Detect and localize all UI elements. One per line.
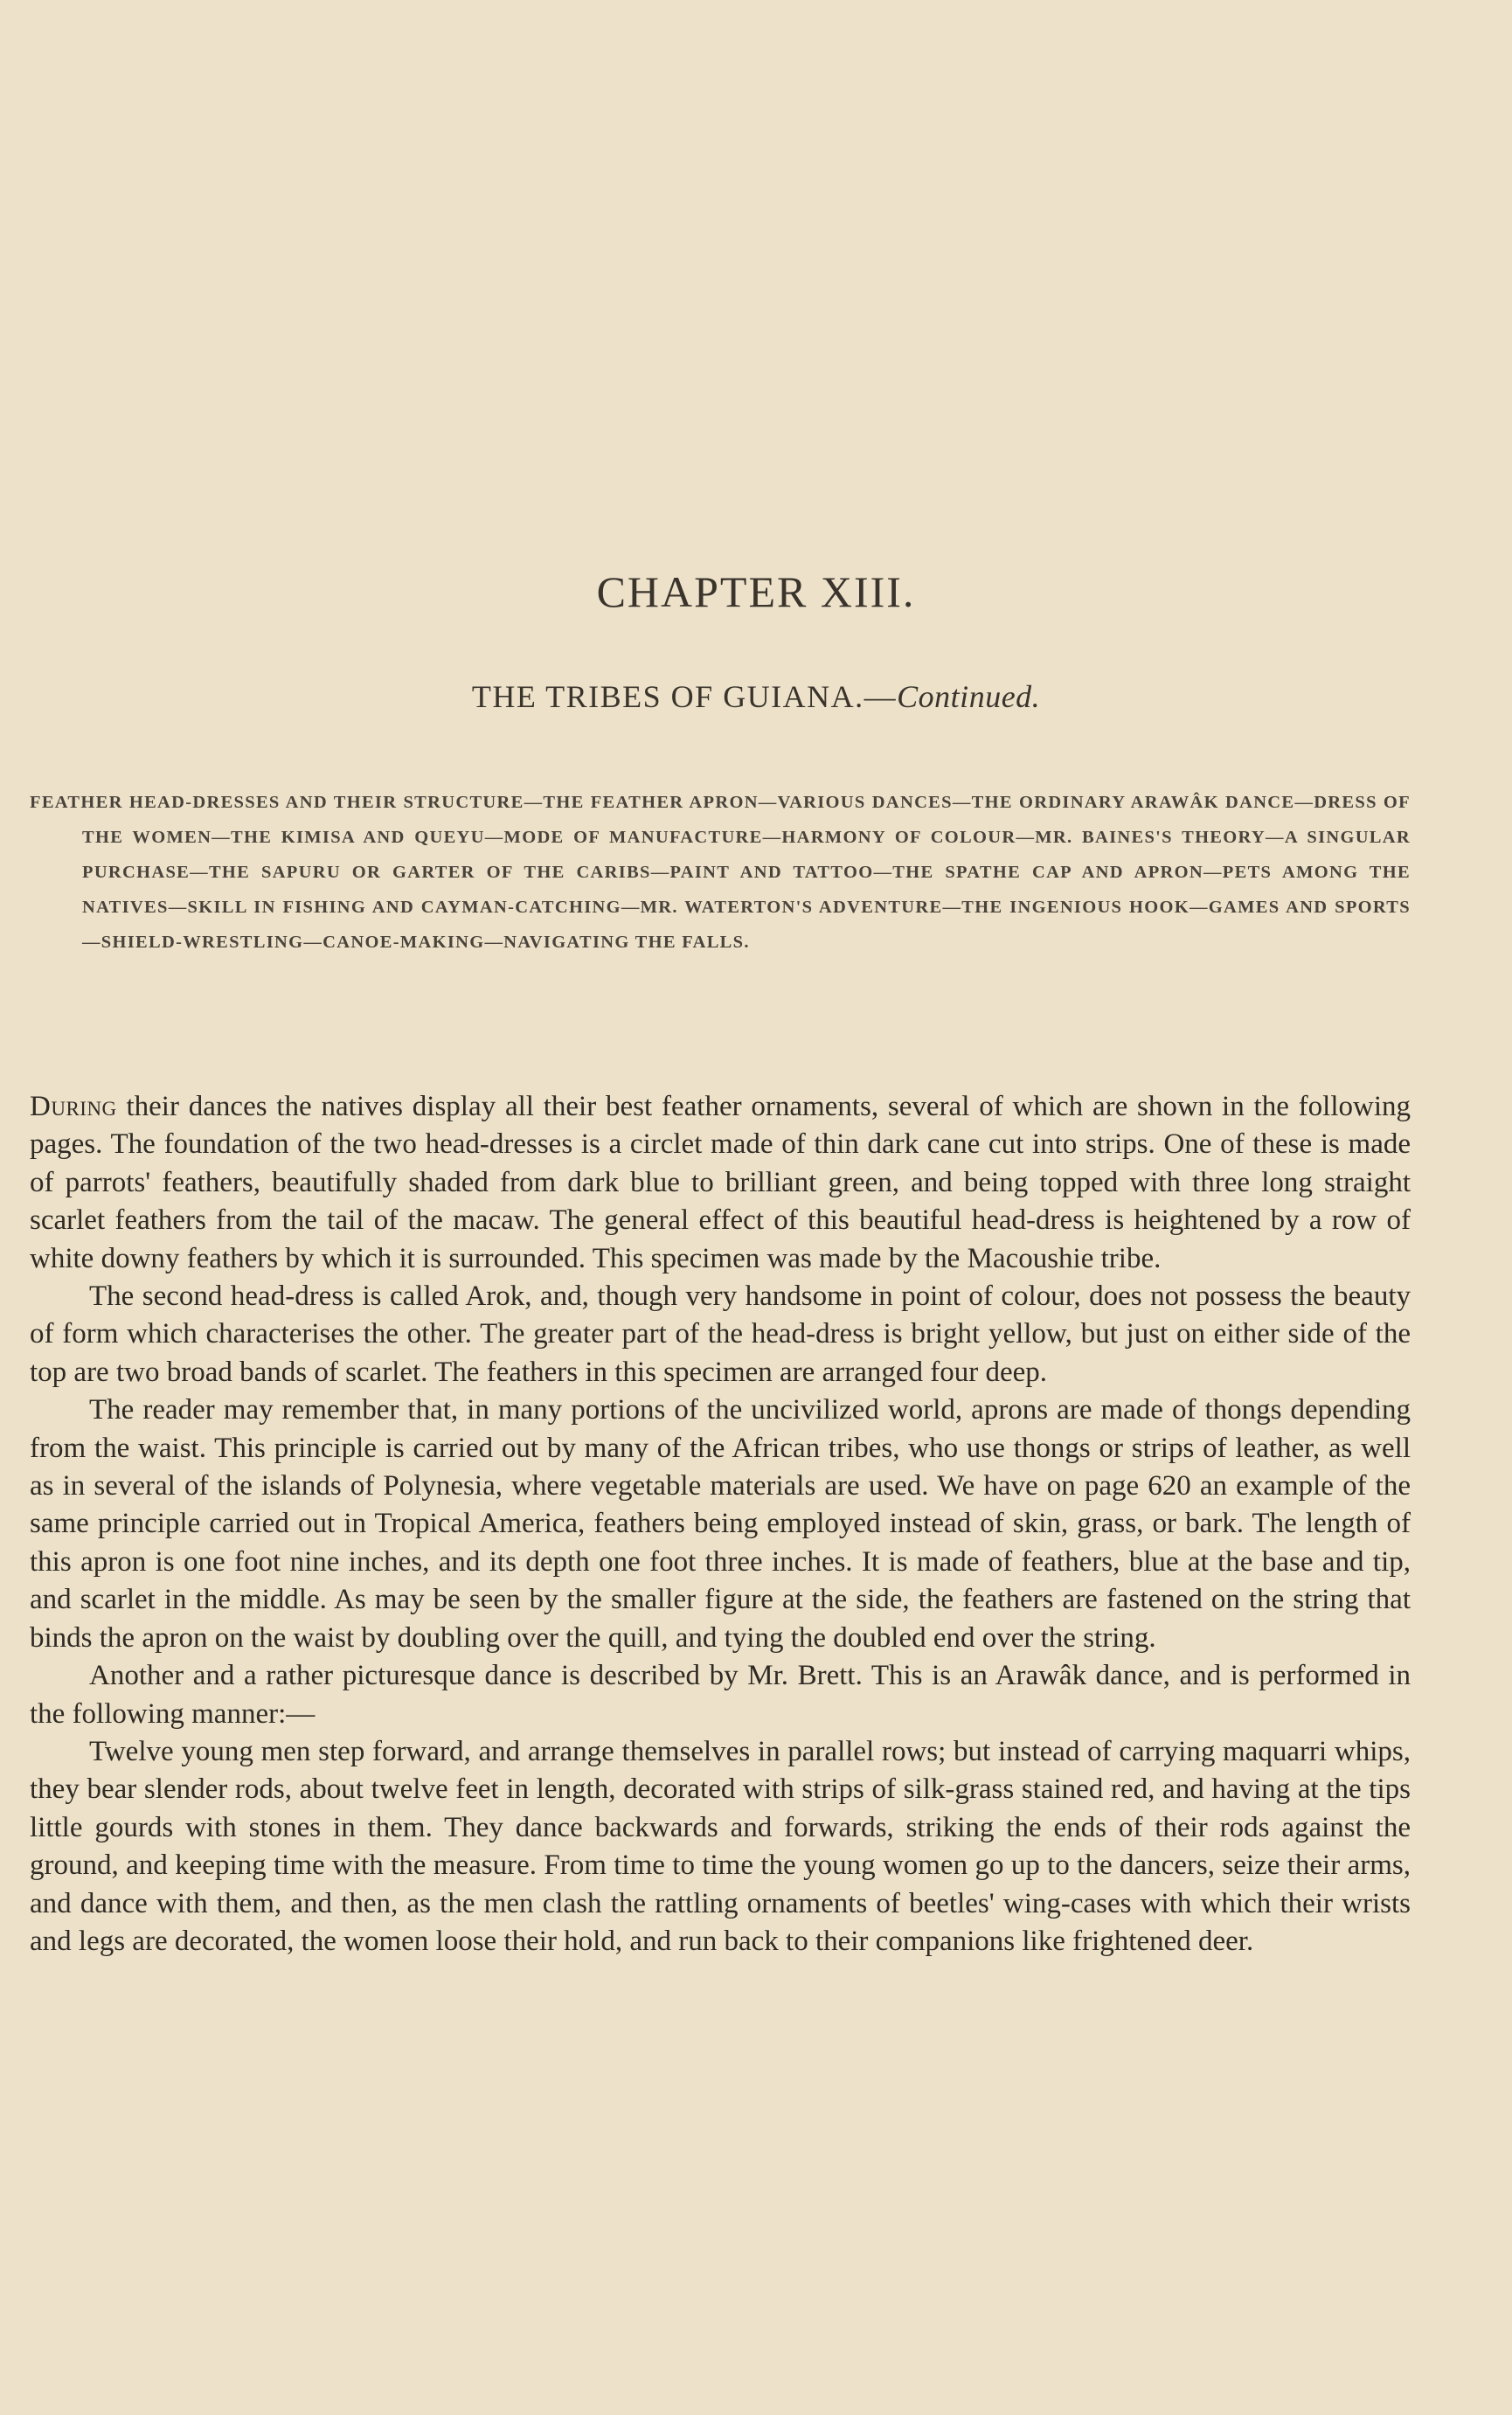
chapter-subtitle-continued: Continued.: [897, 679, 1041, 714]
paragraph-3: The reader may remember that, in many portions of the uncivilized world, aprons are made of thongs depending from the waist. This principle is carried out by many of the African tribes, who use thongs or strips of leather, as well as in several of the islands of Polynesia, where vegetable materials are used. We have on page 620 an example of the same principle carried out in Tropical America, feathers being employed instead of skin, grass, or bark. The length of this apron is one foot nine inches, and its depth one foot three inches. It is made of feathers, blue at the base and tip, and scarlet in the middle. As may be seen by the smaller figure at the side, the feathers are fastened on the string that binds the apron on the waist by doubling over the quill, and tying the doubled end over the string.: [30, 1394, 1411, 1654]
paragraph-1-text: their dances the natives display all their best feather ornaments, several of which are shown in the following pages. The foundation of the two head-dresses is a circlet made of thin dark cane cut into strips. One of these is made of parrots' feathers, beautifully shaded from dark blue to brilliant green, and being topped with three long straight scarlet feathers from the tail of the macaw. The general effect of this beautiful head-dress is heightened by a row of white downy feathers by which it is surrounded. This specimen was made by the Macoushie tribe.: [30, 1091, 1411, 1274]
chapter-title: CHAPTER XIII.: [596, 567, 916, 616]
body-text: [30, 1088, 1411, 1960]
chapter-synopsis: [30, 785, 1411, 960]
paragraph-1: [30, 1088, 1411, 1278]
paragraph-2: The second head-dress is called Arok, and, though very handsome in point of colour, does not possess the beauty of form which characterises the other. The greater part of the head-dress is bright yellow, but just on either side of the top are two broad bands of scarlet. The feathers in this specimen are arranged four deep.: [30, 1280, 1411, 1388]
chapter-subtitle: [0, 678, 1512, 715]
chapter-subtitle-main: THE TRIBES OF GUIANA.—: [471, 679, 898, 714]
paragraph-5: Twelve young men step forward, and arrange themselves in parallel rows; but instead of carrying maquarri whips, they bear slender rods, about twelve feet in length, decorated with strips of silk-grass stained red, and having at the tips little gourds with stones in them. They dance backwards and forwards, striking the ends of their rods against the ground, and keeping time with the measure. From time to time the young women go up to the dancers, seize their arms, and dance with them, and then, as the men clash the rattling ornaments of beetles' wing-cases with which their wrists and legs are decorated, the women loose their hold, and run back to their companions like frightened deer.: [30, 1735, 1411, 1957]
paragraph-1-lead: During: [30, 1091, 117, 1122]
paragraph-4: Another and a rather picturesque dance is described by Mr. Brett. This is an Arawâk dance, and is performed in the following manner:—: [30, 1660, 1411, 1730]
chapter-synopsis-text: FEATHER HEAD-DRESSES AND THEIR STRUCTURE—THE FEATHER APRON—VARIOUS DANCES—THE ORDINARY ARAWÂK DANCE—DRESS OF THE WOMEN—THE KIMISA AND QUEYU—MODE OF MANUFACTURE—HARMONY OF COLOUR—MR. BAINES'S THEORY—A SINGULAR PURCHASE—THE SAPURU OR GARTER OF THE CARIBS—PAINT AND TATTOO—THE SPATHE CAP AND APRON—PETS AMONG THE NATIVES—SKILL IN FISHING AND CAYMAN-CATCHING—MR. WATERTON'S ADVENTURE—THE INGENIOUS HOOK—GAMES AND SPORTS—SHIELD-WRESTLING—CANOE-MAKING—NAVIGATING THE FALLS.: [30, 793, 1411, 952]
